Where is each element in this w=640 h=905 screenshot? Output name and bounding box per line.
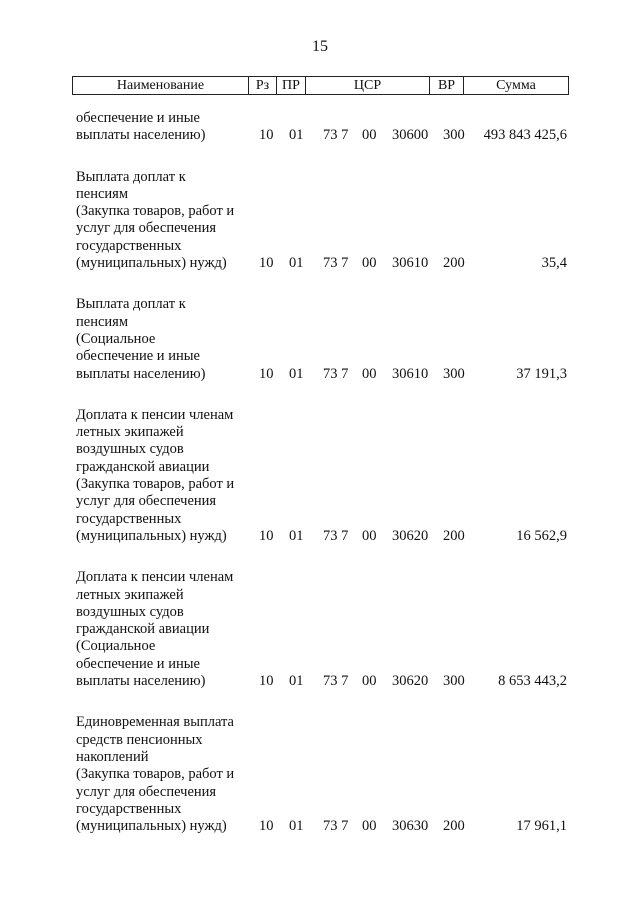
- row-name-line: услуг для обеспечения: [76, 783, 217, 800]
- row-sum: 493 843 425,6: [483, 127, 567, 144]
- row-name-line: пенсиям: [76, 313, 128, 330]
- row-name-line: Доплата к пенсии членам: [76, 406, 234, 423]
- table-header: [72, 76, 569, 95]
- row-pr: 01: [289, 818, 304, 835]
- row-name-line: пенсиям: [76, 185, 128, 202]
- row-name-line: услуг для обеспечения: [76, 220, 217, 237]
- row-name-line: средств пенсионных: [76, 731, 203, 748]
- row-csr-part3: 30620: [392, 673, 429, 690]
- row-name-line: летных экипажей: [76, 424, 184, 441]
- row-name-line: (Закупка товаров, работ и: [76, 476, 235, 493]
- row-vr: 300: [443, 365, 465, 382]
- page-number: 15: [312, 38, 328, 55]
- row-name-line: Выплата доплат к: [76, 168, 186, 185]
- row-codes: [0, 127, 640, 144]
- row-rz: 10: [259, 365, 274, 382]
- row-name-line: (муниципальных) нужд): [76, 527, 227, 544]
- row-csr-part2: 00: [362, 818, 377, 835]
- row-sum: 16 562,9: [516, 527, 567, 544]
- row-name-line: обеспечение и иные: [76, 348, 200, 365]
- row-name-line: накоплений: [76, 748, 149, 765]
- table-row: [0, 569, 640, 690]
- row-name-line: государственных: [76, 237, 182, 254]
- row-csr-part1: 73 7: [323, 673, 349, 690]
- row-codes: [0, 818, 640, 835]
- row-codes: [0, 366, 640, 383]
- header-sum: Сумма: [496, 78, 536, 93]
- row-csr-part3: 30630: [392, 818, 429, 835]
- row-csr-part1: 73 7: [323, 527, 349, 544]
- row-pr: 01: [289, 527, 304, 544]
- header-rz: Рз: [249, 77, 277, 94]
- row-vr: 200: [443, 255, 465, 272]
- row-vr: 200: [443, 527, 465, 544]
- row-rz: 10: [259, 527, 274, 544]
- row-csr-part2: 00: [362, 365, 377, 382]
- row-vr: 200: [443, 818, 465, 835]
- row-codes: [0, 528, 640, 545]
- row-name-line: выплаты населению): [76, 673, 206, 690]
- table-row: [0, 714, 640, 835]
- table-row: [0, 407, 640, 545]
- row-csr-part1: 73 7: [323, 255, 349, 272]
- row-csr-part2: 00: [362, 127, 377, 144]
- row-name-line: воздушных судов: [76, 441, 184, 458]
- table-row: [0, 110, 640, 145]
- row-rz: 10: [259, 818, 274, 835]
- header-vr: ВР: [430, 77, 464, 94]
- row-csr-part3: 30600: [392, 127, 429, 144]
- row-rz: 10: [259, 673, 274, 690]
- row-csr-part1: 73 7: [323, 365, 349, 382]
- row-csr-part3: 30610: [392, 365, 429, 382]
- row-sum: 17 961,1: [516, 818, 567, 835]
- row-name-line: услуг для обеспечения: [76, 493, 217, 510]
- row-sum: 8 653 443,2: [498, 673, 567, 690]
- row-name-line: Доплата к пенсии членам: [76, 569, 234, 586]
- row-sum: 35,4: [541, 255, 567, 272]
- row-name: [76, 407, 256, 545]
- row-csr-part1: 73 7: [323, 127, 349, 144]
- row-name-line: государственных: [76, 510, 182, 527]
- row-name-line: летных экипажей: [76, 586, 184, 603]
- row-name-line: (Социальное: [76, 330, 156, 347]
- header-pr: ПР: [277, 77, 306, 94]
- table-body: [0, 110, 640, 859]
- row-csr-part2: 00: [362, 673, 377, 690]
- header-csr: ЦСР: [306, 77, 430, 94]
- row-csr-part3: 30620: [392, 527, 429, 544]
- row-name-line: гражданской авиации: [76, 458, 210, 475]
- row-name-line: выплаты населению): [76, 127, 206, 144]
- row-vr: 300: [443, 127, 465, 144]
- row-vr: 300: [443, 673, 465, 690]
- row-name-line: выплаты населению): [76, 365, 206, 382]
- row-pr: 01: [289, 365, 304, 382]
- row-name-line: (Закупка товаров, работ и: [76, 766, 235, 783]
- header-name: Наименование: [73, 77, 249, 94]
- row-name-line: (муниципальных) нужд): [76, 255, 227, 272]
- row-csr-part3: 30610: [392, 255, 429, 272]
- row-name-line: обеспечение и иные: [76, 655, 200, 672]
- row-name-line: (Закупка товаров, работ и: [76, 203, 235, 220]
- row-pr: 01: [289, 127, 304, 144]
- row-codes: [0, 255, 640, 272]
- row-name-line: обеспечение и иные: [76, 110, 200, 126]
- row-rz: 10: [259, 255, 274, 272]
- row-rz: 10: [259, 127, 274, 144]
- row-pr: 01: [289, 673, 304, 690]
- row-codes: [0, 673, 640, 690]
- row-csr-part2: 00: [362, 255, 377, 272]
- row-name-line: (муниципальных) нужд): [76, 818, 227, 835]
- row-name-line: Выплата доплат к: [76, 296, 186, 313]
- table-row: [0, 169, 640, 273]
- row-name-line: гражданской авиации: [76, 621, 210, 638]
- row-name-line: государственных: [76, 800, 182, 817]
- row-name-line: воздушных судов: [76, 603, 184, 620]
- row-csr-part1: 73 7: [323, 818, 349, 835]
- row-sum: 37 191,3: [516, 365, 567, 382]
- row-pr: 01: [289, 255, 304, 272]
- row-csr-part2: 00: [362, 527, 377, 544]
- table-row: [0, 296, 640, 382]
- row-name-line: (Социальное: [76, 638, 156, 655]
- row-name-line: Единовременная выплата: [76, 714, 234, 731]
